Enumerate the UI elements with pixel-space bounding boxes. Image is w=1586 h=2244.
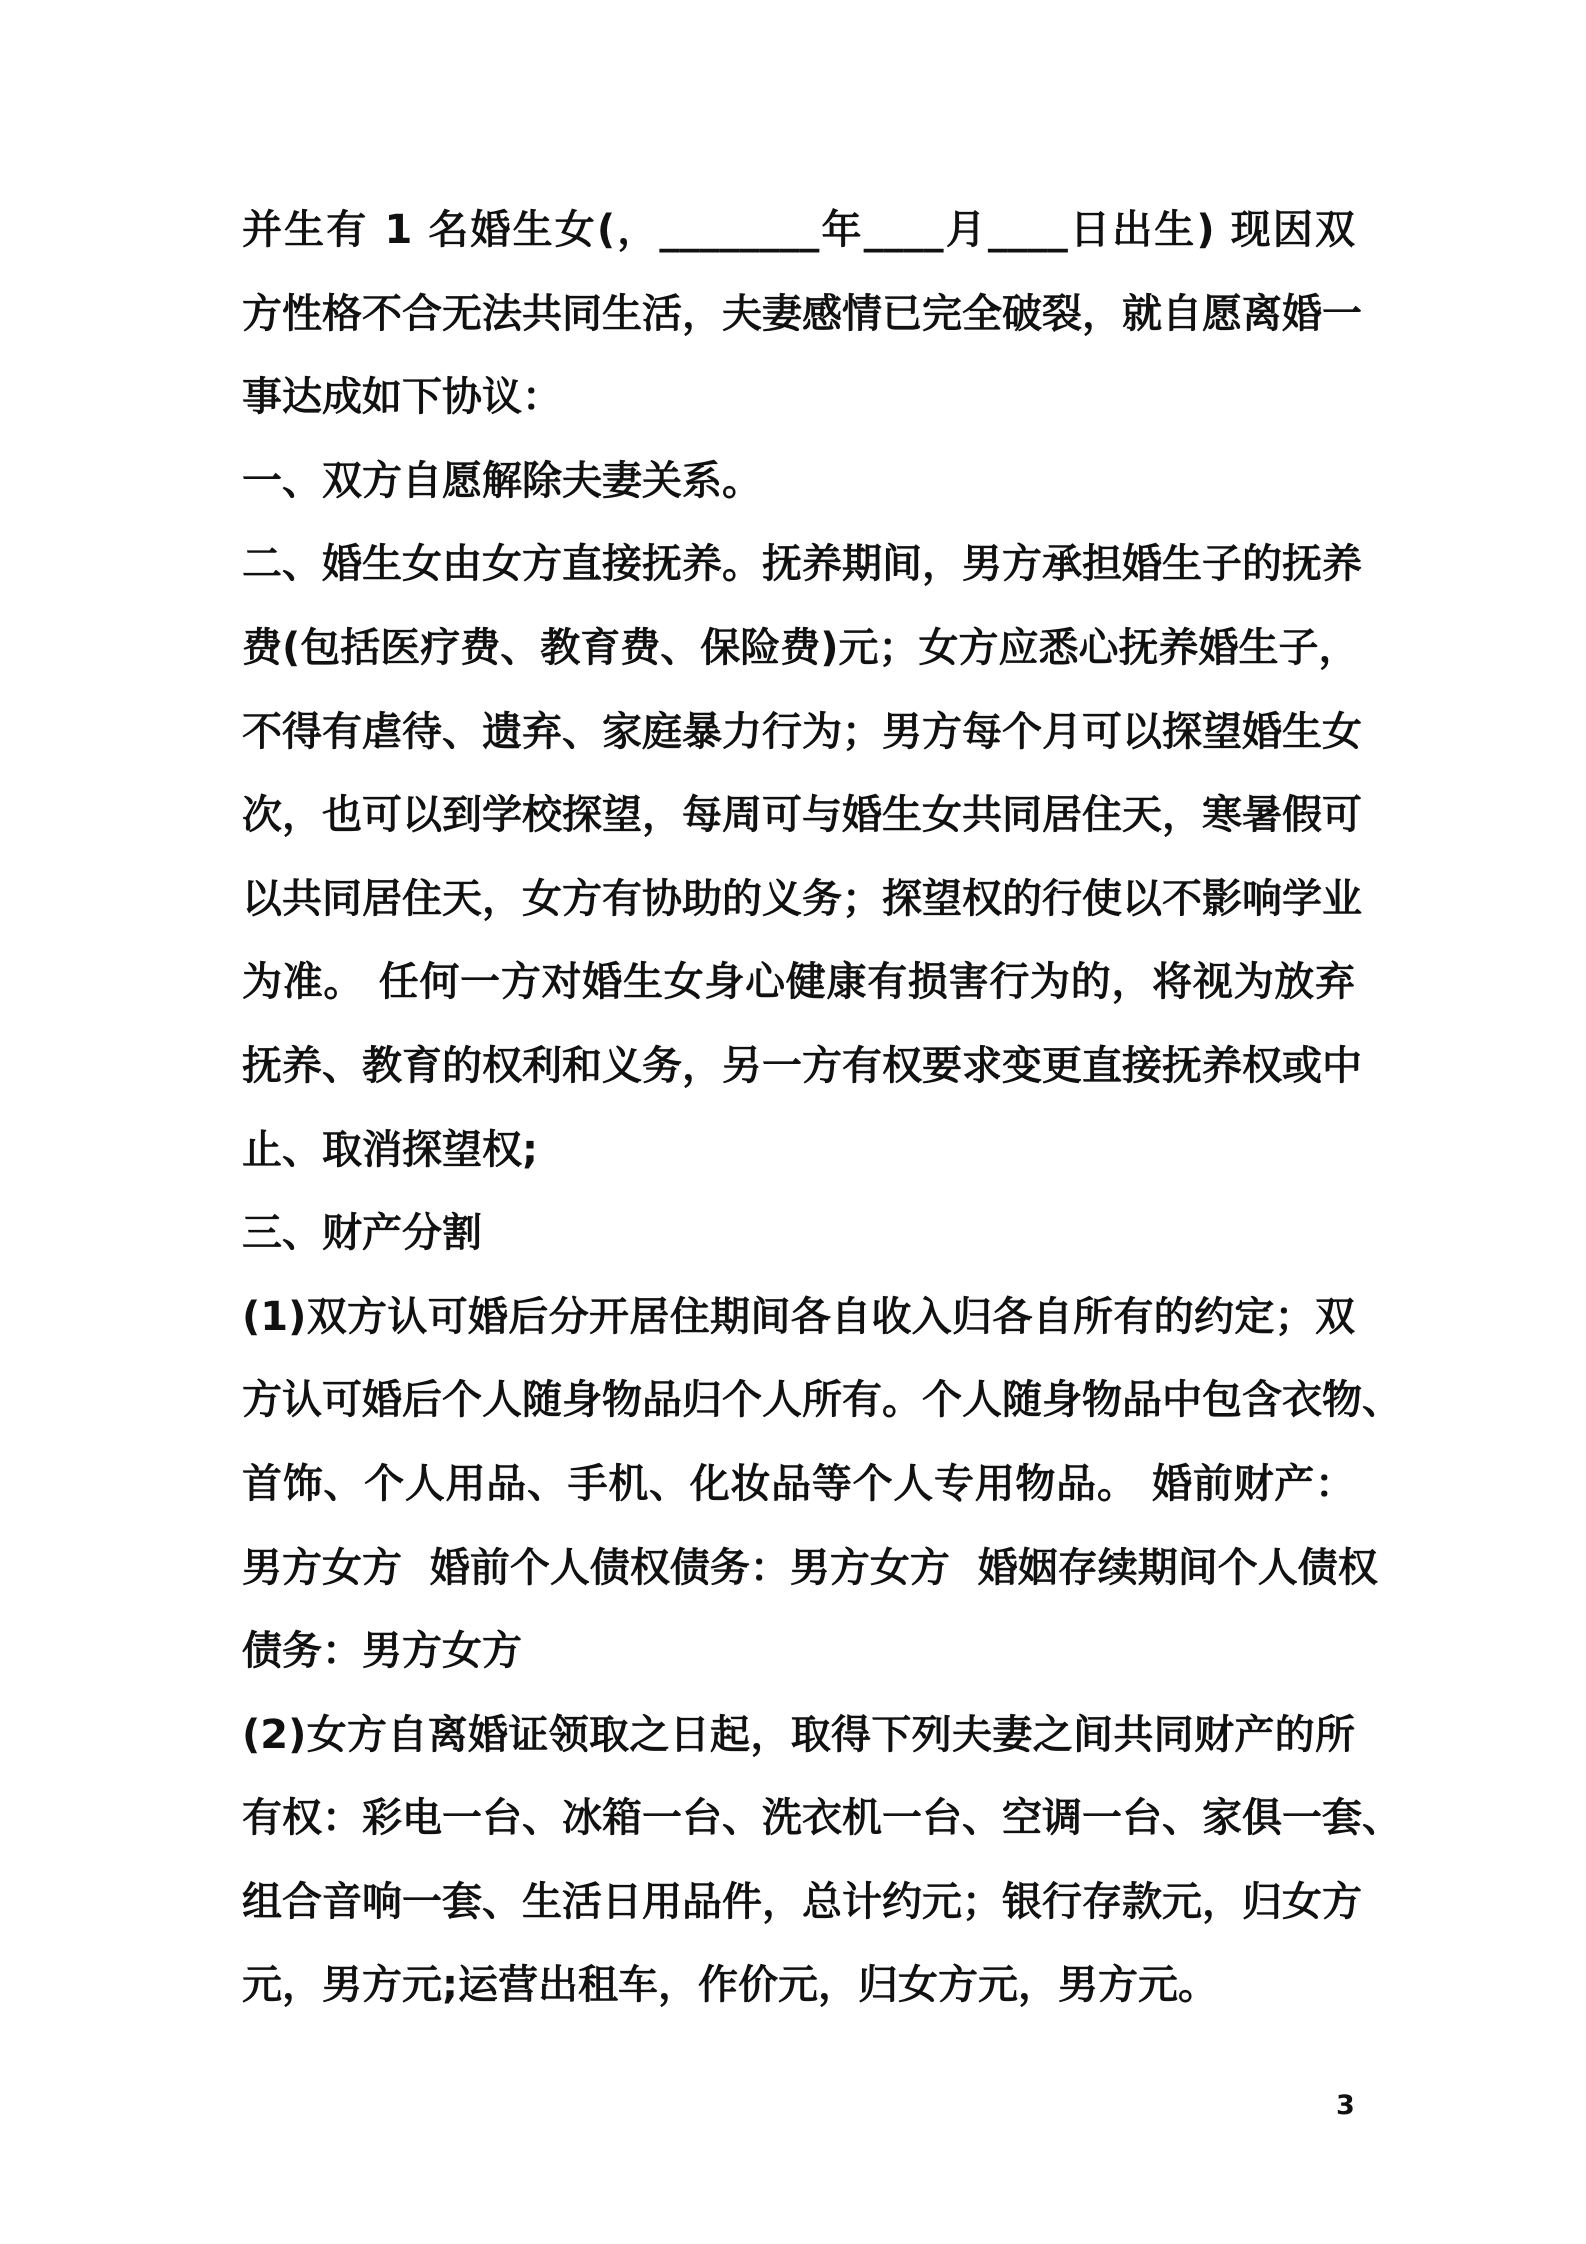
clause-heading-1: 一、双方自愿解除夫妻关系。: [242, 457, 762, 504]
text-line: 方性格不合无法共同生活，夫妻感情已完全破裂，就自愿离婚一: [242, 290, 1362, 337]
text-line: 有权：彩电一台、冰箱一台、洗衣机一台、空调一台、家俱一套、: [242, 1795, 1402, 1842]
text-line: (1)双方认可婚后分开居住期间各自收入归各自所有的约定；双: [242, 1293, 1355, 1340]
text-line: 止、取消探望权;: [242, 1126, 538, 1173]
clause-heading-2: 二、婚生女由女方直接抚养。抚养期间，男方承担婚生子的抚养: [242, 541, 1362, 588]
clause-heading-3: 三、财产分割: [242, 1210, 482, 1257]
text-line: 抚养、教育的权利和义务，另一方有权要求变更直接抚养权或中: [242, 1042, 1362, 1089]
text-line: 次，也可以到学校探望，每周可与婚生女共同居住天，寒暑假可: [242, 792, 1362, 839]
text-line: (2)女方自离婚证领取之日起，取得下列夫妻之间共同财产的所: [242, 1711, 1355, 1758]
text-line: 组合音响一套、生活日用品件，总计约元；银行存款元，归女方: [242, 1878, 1362, 1925]
text-line: 不得有虐待、遗弃、家庭暴力行为；男方每个月可以探望婚生女: [242, 708, 1362, 755]
text-line: 方认可婚后个人随身物品归个人所有。个人随身物品中包含衣物、: [242, 1377, 1402, 1424]
text-line: 以共同居住天，女方有协助的义务；探望权的行使以不影响学业: [242, 875, 1362, 922]
text-line: 并生有 1 名婚生女(，________年____月____日出生) 现因双: [242, 207, 1355, 253]
text-line: 费(包括医疗费、教育费、保险费)元；女方应悉心抚养婚生子，: [242, 624, 1359, 671]
text-line: 男方女方 婚前个人债权债务：男方女方 婚姻存续期间个人债权: [242, 1544, 1378, 1591]
text-line: 为准。 任何一方对婚生女身心健康有损害行为的，将视为放弃: [242, 959, 1355, 1006]
text-line: 首饰、个人用品、手机、化妆品等个人专用物品。 婚前财产：: [242, 1460, 1355, 1507]
text-line: 债务：男方女方: [242, 1628, 522, 1675]
body-text: [242, 189, 1402, 2028]
text-line: 元，男方元;运营出租车，作价元，归女方元，男方元。: [242, 1962, 1218, 2009]
page-number: 3: [1336, 2090, 1355, 2121]
text-line: 事达成如下协议：: [242, 374, 562, 421]
